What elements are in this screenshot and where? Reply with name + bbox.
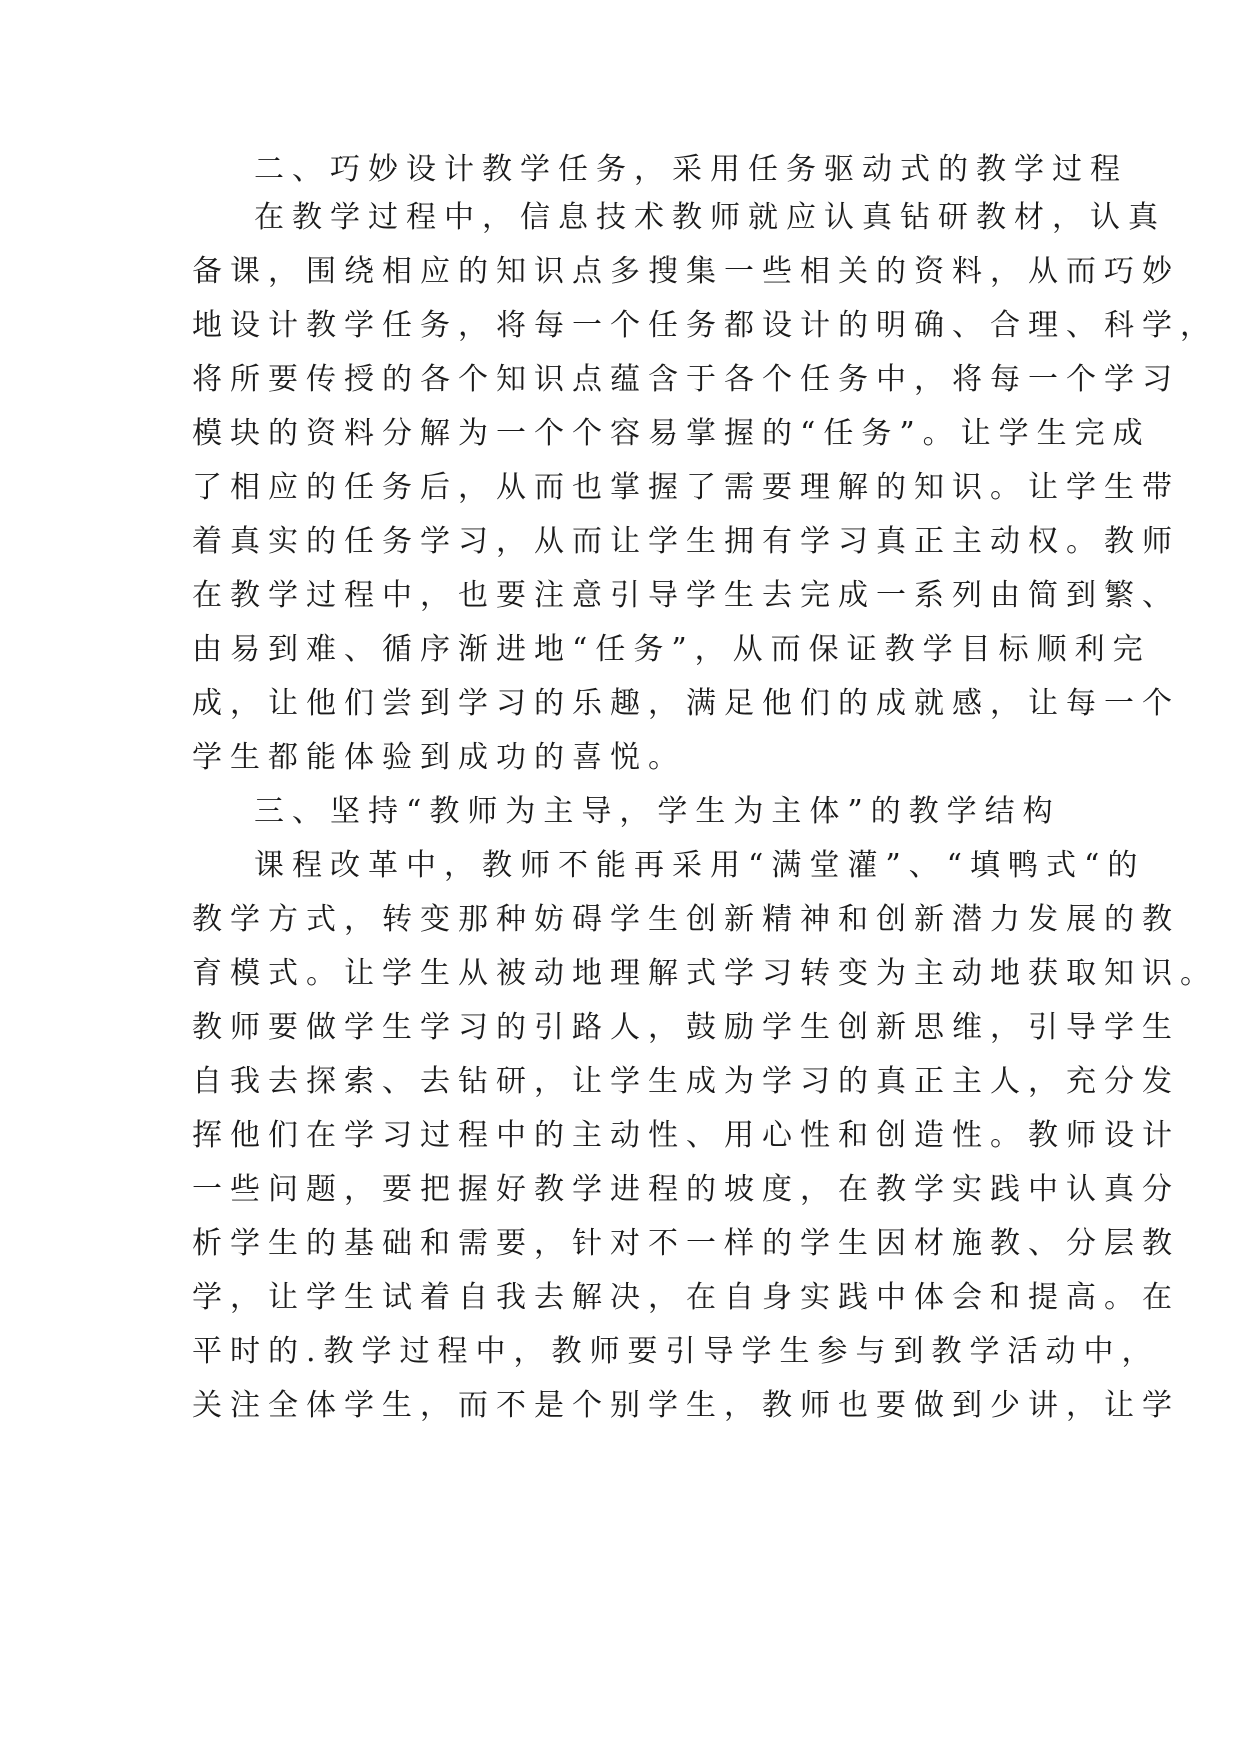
paragraph-line: 将所要传授的各个知识点蕴含于各个任务中，将每一个学习	[192, 362, 1180, 397]
paragraph-line: 关注全体学生，而不是个别学生，教师也要做到少讲，让学	[192, 1388, 1180, 1423]
paragraph-line: 学生都能体验到成功的喜悦。	[192, 740, 686, 775]
paragraph-line: 学，让学生试着自我去解决，在自身实践中体会和提高。在	[192, 1280, 1180, 1315]
paragraph-line: 平时的.教学过程中，教师要引导学生参与到教学活动中，	[192, 1334, 1160, 1369]
paragraph-line: 地设计教学任务，将每一个任务都设计的明确、合理、科学，	[192, 308, 1218, 343]
paragraph-line: 育模式。让学生从被动地理解式学习转变为主动地获取知识。	[192, 956, 1218, 991]
paragraph-line: 成，让他们尝到学习的乐趣，满足他们的成就感，让每一个	[192, 686, 1180, 721]
paragraph-line: 在教学过程中，也要注意引导学生去完成一系列由简到繁、	[192, 578, 1180, 613]
paragraph-line: 了相应的任务后，从而也掌握了需要理解的知识。让学生带	[192, 470, 1180, 505]
paragraph-line: 一些问题，要把握好教学进程的坡度，在教学实践中认真分	[192, 1172, 1180, 1207]
paragraph-line: 教师要做学生学习的引路人，鼓励学生创新思维，引导学生	[192, 1010, 1180, 1045]
paragraph-line: 模块的资料分解为一个个容易掌握的“任务”。让学生完成	[192, 416, 1151, 451]
paragraph-line: 由易到难、循序渐进地“任务”，从而保证教学目标顺利完	[192, 632, 1151, 667]
section-heading-2: 二、巧妙设计教学任务，采用任务驱动式的教学过程	[254, 152, 1128, 187]
paragraph-line: 课程改革中，教师不能再采用“满堂灌”、“填鸭式“的	[254, 848, 1146, 883]
paragraph-line: 着真实的任务学习，从而让学生拥有学习真正主动权。教师	[192, 524, 1180, 559]
paragraph-line: 教学方式，转变那种妨碍学生创新精神和创新潜力发展的教	[192, 902, 1180, 937]
paragraph-line: 析学生的基础和需要，针对不一样的学生因材施教、分层教	[192, 1226, 1180, 1261]
paragraph-line: 挥他们在学习过程中的主动性、用心性和创造性。教师设计	[192, 1118, 1180, 1153]
section-heading-3: 三、坚持“教师为主导，学生为主体”的教学结构	[254, 794, 1061, 829]
paragraph-line: 自我去探索、去钻研，让学生成为学习的真正主人，充分发	[192, 1064, 1180, 1099]
paragraph-line: 在教学过程中，信息技术教师就应认真钻研教材，认真	[254, 200, 1166, 235]
paragraph-line: 备课，围绕相应的知识点多搜集一些相关的资料，从而巧妙	[192, 254, 1180, 289]
